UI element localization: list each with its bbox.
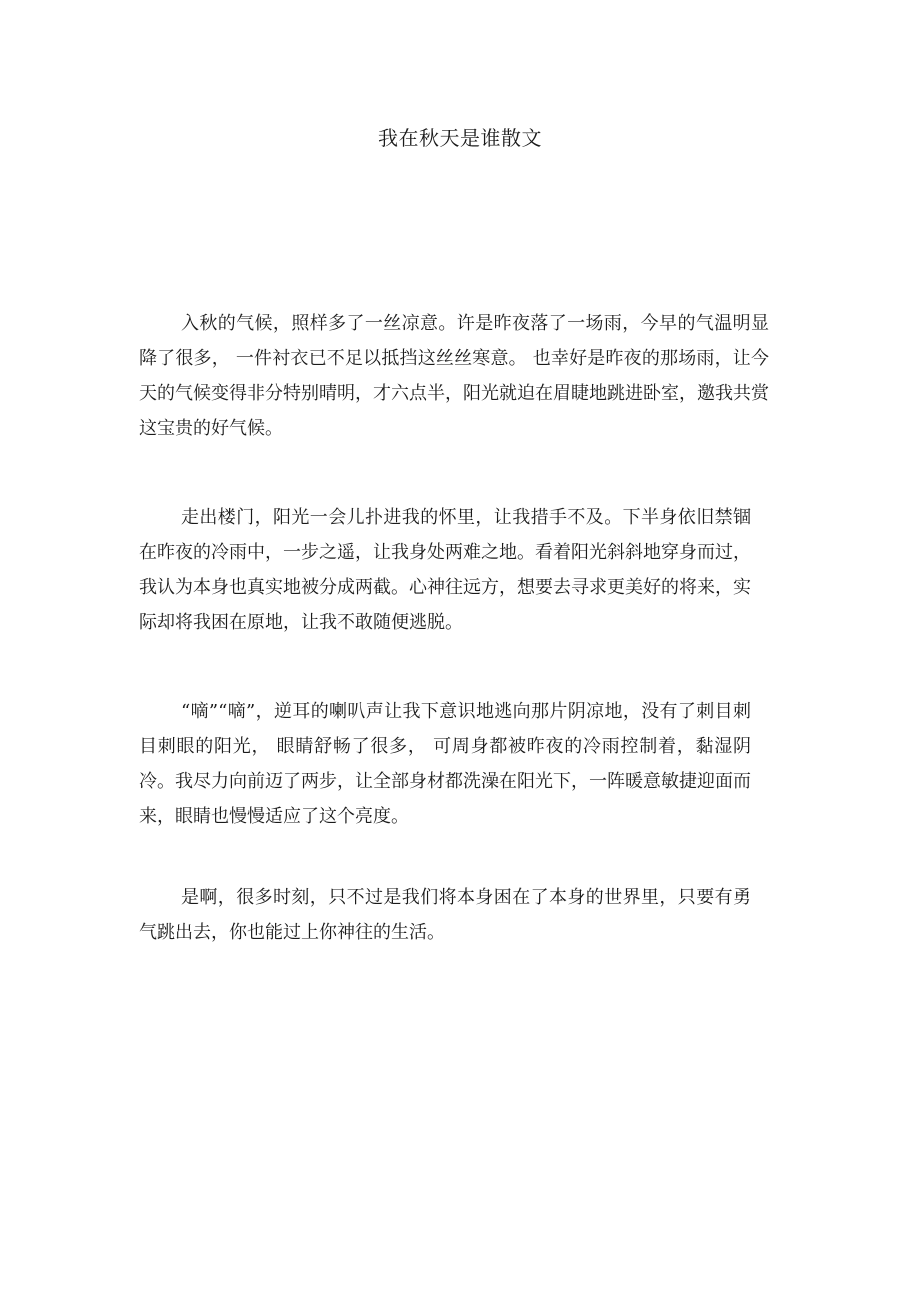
paragraph-1: 入秋的气候，照样多了一丝凉意。许是昨夜落了一场雨，今早的气温明显降了很多， 一件衬衣已不足以抵挡这丝丝寒意。 也幸好是昨夜的那场雨，让今天的气候变得非分特别晴明，才六点半，阳光就迫在眉睫地跳进卧室，邀我共赏这宝贵的好气候。 [139,313,769,439]
paragraph-4: 是啊，很多时刻，只不过是我们将本身困在了本身的世界里，只要有勇气跳出去，你也能过上你神往的生活。 [139,887,751,943]
document-title: 我在秋天是谁散文 [378,126,542,150]
paragraph-3: “嘀”“嘀”，逆耳的喇叭声让我下意识地逃向那片阴凉地，没有了刺目刺目刺眼的阳光， 眼睛舒畅了很多， 可周身都被昨夜的冷雨控制着，黏湿阴冷。我尽力向前迈了两步，让全部身材都洗澡在阳光下，一阵暖意敏捷迎面而来，眼睛也慢慢适应了这个亮度。 [139,701,751,827]
paragraph-2: 走出楼门，阳光一会儿扑进我的怀里，让我措手不及。下半身依旧禁锢在昨夜的冷雨中，一步之遥，让我身处两难之地。看着阳光斜斜地穿身而过，我认为本身也真实地被分成两截。心神往远方，想要去寻求更美好的将来，实际却将我困在原地，让我不敢随便逃脱。 [139,507,751,633]
